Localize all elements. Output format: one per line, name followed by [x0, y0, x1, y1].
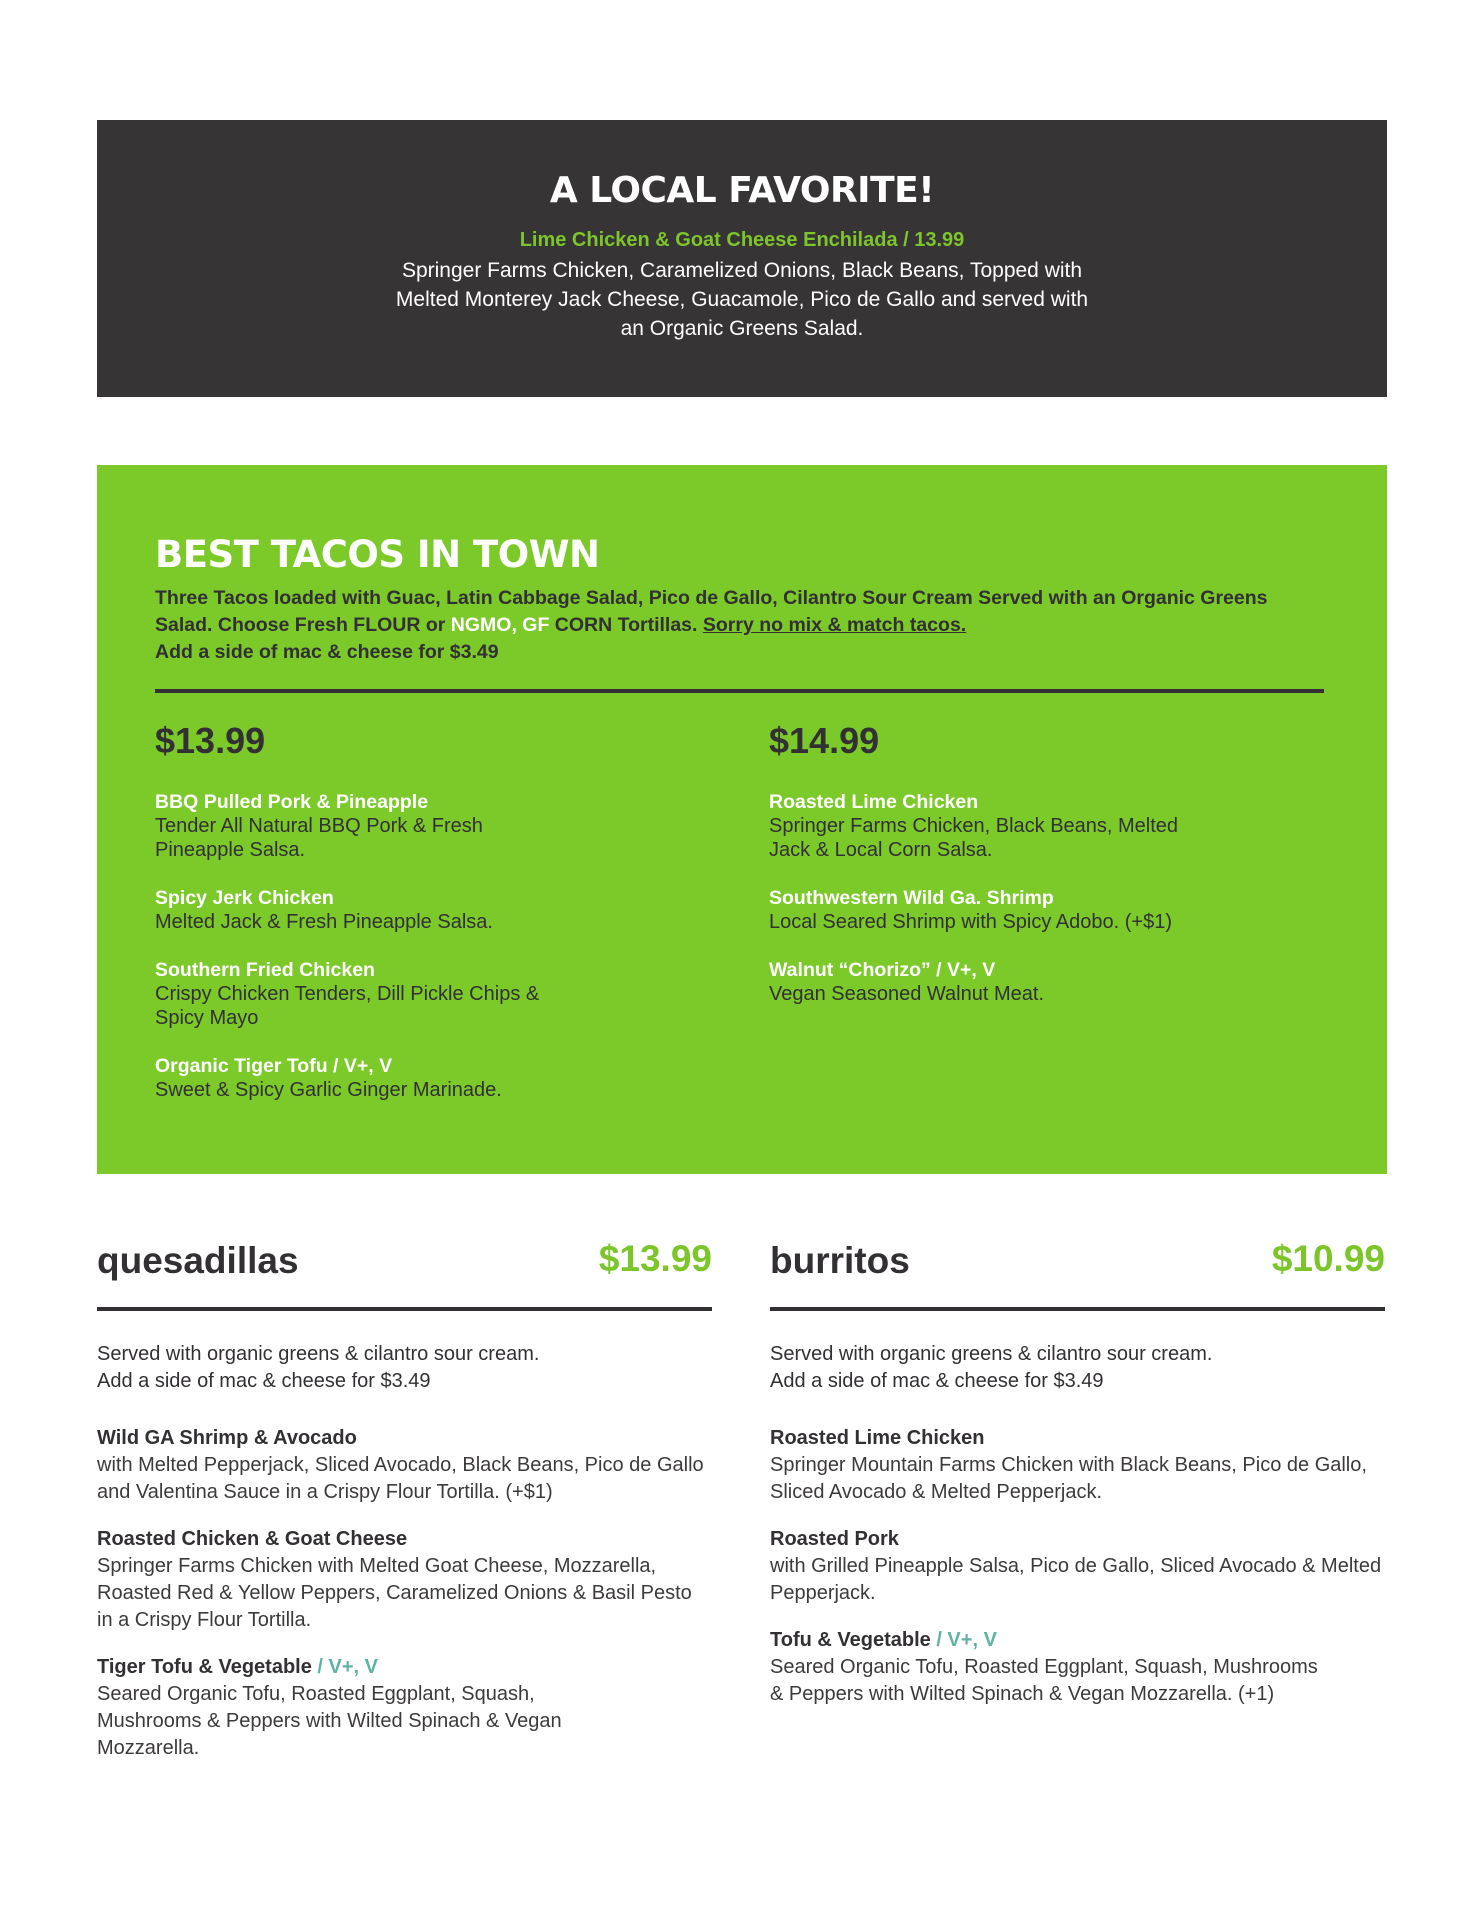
taco-item-name: Spicy Jerk Chicken: [155, 887, 334, 909]
taco-item-desc: Melted Jack & Fresh Pineapple Salsa.: [155, 911, 493, 933]
tacos-no-mix-note: Sorry no mix & match tacos.: [702, 614, 967, 636]
tacos-mac-cheese-note: Add a side of mac & cheese for $3.49: [155, 641, 499, 663]
taco-item: [769, 886, 1289, 934]
burrito-item: [770, 1526, 1385, 1607]
burrito-item: [770, 1425, 1385, 1506]
quesadillas-served-note: [97, 1341, 712, 1395]
quesadillas-header: [97, 1236, 712, 1307]
quesadilla-item: [97, 1425, 712, 1506]
tacos-column-right: [769, 720, 1289, 1030]
served-line: Add a side of mac & cheese for $3.49: [97, 1370, 431, 1392]
item-name-text: Tofu & Vegetable: [770, 1629, 931, 1651]
burritos-served-note: [770, 1341, 1385, 1395]
taco-item-desc: Tender All Natural BBQ Pork & Fresh Pineapple Salsa.: [155, 815, 483, 861]
burrito-item-name: [770, 1526, 1385, 1553]
quesadillas-title: quesadillas: [97, 1240, 299, 1281]
burrito-item-desc: Springer Mountain Farms Chicken with Black Beans, Pico de Gallo, Sliced Avocado & Melted Pepperjack.: [770, 1454, 1367, 1503]
tacos-column-left: [155, 720, 675, 1126]
taco-item: [155, 958, 675, 1030]
served-line: Add a side of mac & cheese for $3.49: [770, 1370, 1104, 1392]
item-name-text: Tiger Tofu & Vegetable: [97, 1656, 312, 1678]
taco-item-name: Organic Tiger Tofu / V+, V: [155, 1055, 393, 1077]
tacos-price-left: $13.99: [155, 720, 266, 761]
tacos-intro-text: Three Tacos loaded with Guac, Latin Cabbage Salad, Pico de Gallo, Cilantro Sour Cream Served with an Organic Greens Salad. Choose Fresh FLOUR or: [155, 587, 1268, 636]
taco-item-desc: Vegan Seasoned Walnut Meat.: [769, 983, 1044, 1005]
taco-item: [155, 790, 675, 862]
quesadilla-item-name: [97, 1526, 712, 1553]
burritos-divider: [770, 1307, 1385, 1311]
burritos-price: $10.99: [1271, 1238, 1385, 1279]
burrito-item-name: [770, 1425, 1385, 1452]
dietary-tag: / V+, V: [930, 1629, 997, 1651]
taco-item-desc: Sweet & Spicy Garlic Ginger Marinade.: [155, 1079, 502, 1101]
served-line: Served with organic greens & cilantro sour cream.: [770, 1343, 1213, 1365]
burritos-title: burritos: [770, 1240, 910, 1281]
item-name-text: Roasted Pork: [770, 1528, 899, 1550]
tacos-divider: [155, 689, 1324, 693]
quesadilla-item-name: [97, 1654, 712, 1681]
burritos-section: [770, 1236, 1385, 1728]
quesadilla-item: [97, 1526, 712, 1634]
taco-item: [769, 958, 1289, 1006]
taco-item: [155, 886, 675, 934]
taco-item-desc: Springer Farms Chicken, Black Beans, Melted Jack & Local Corn Salsa.: [769, 815, 1179, 861]
quesadillas-section: [97, 1236, 712, 1782]
burrito-item-desc: with Grilled Pineapple Salsa, Pico de Gallo, Sliced Avocado & Melted Pepperjack.: [770, 1555, 1382, 1604]
featured-title: A LOCAL FAVORITE!: [549, 170, 935, 211]
taco-item-name: Southern Fried Chicken: [155, 959, 375, 981]
burrito-item: [770, 1627, 1385, 1708]
taco-item-name: Southwestern Wild Ga. Shrimp: [769, 887, 1054, 909]
quesadilla-item-name: [97, 1425, 712, 1452]
served-line: Served with organic greens & cilantro sour cream.: [97, 1343, 540, 1365]
item-name-text: Roasted Chicken & Goat Cheese: [97, 1528, 408, 1550]
taco-item: [155, 1054, 675, 1102]
taco-item-name: BBQ Pulled Pork & Pineapple: [155, 791, 429, 813]
tacos-price-right: $14.99: [769, 720, 880, 761]
featured-box: [97, 120, 1387, 397]
tacos-box: [97, 465, 1387, 1174]
quesadilla-item-desc: Springer Farms Chicken with Melted Goat Cheese, Mozzarella, Roasted Red & Yellow Peppers, Caramelized Onions & Basil Pesto in a Crispy Flour Tortilla.: [97, 1555, 692, 1631]
tacos-intro-text-2: CORN Tortillas.: [549, 614, 703, 636]
item-name-text: Roasted Lime Chicken: [770, 1427, 985, 1449]
burrito-item-name: [770, 1627, 1385, 1654]
item-name-text: Wild GA Shrimp & Avocado: [97, 1427, 357, 1449]
tacos-intro-highlight: NGMO, GF: [450, 614, 550, 636]
featured-item-name: Lime Chicken & Goat Cheese Enchilada / 13.99: [519, 229, 965, 251]
taco-item-desc: Local Seared Shrimp with Spicy Adobo. (+$1): [769, 911, 1172, 933]
tacos-intro: [155, 585, 1305, 666]
quesadillas-price: $13.99: [598, 1238, 712, 1279]
quesadilla-item: [97, 1654, 712, 1762]
quesadillas-divider: [97, 1307, 712, 1311]
quesadilla-item-desc: Seared Organic Tofu, Roasted Eggplant, Squash, Mushrooms & Peppers with Wilted Spinach & Vegan Mozzarella.: [97, 1683, 562, 1759]
taco-item: [769, 790, 1289, 862]
taco-item-name: Roasted Lime Chicken: [769, 791, 979, 813]
dietary-tag: / V+, V: [311, 1656, 379, 1678]
tacos-title: BEST TACOS IN TOWN: [155, 533, 600, 576]
burritos-header: [770, 1236, 1385, 1307]
taco-item-desc: Crispy Chicken Tenders, Dill Pickle Chips & Spicy Mayo: [155, 983, 540, 1029]
taco-item-name: Walnut “Chorizo” / V+, V: [769, 959, 996, 981]
quesadilla-item-desc: with Melted Pepperjack, Sliced Avocado, Black Beans, Pico de Gallo and Valentina Sauce in a Crispy Flour Tortilla. (+$1): [97, 1454, 704, 1503]
burrito-item-desc: Seared Organic Tofu, Roasted Eggplant, Squash, Mushrooms & Peppers with Wilted Spinach & Vegan Mozzarella. (+1): [770, 1656, 1318, 1705]
featured-item-description: Springer Farms Chicken, Caramelized Onions, Black Beans, Topped with Melted Monterey Jack Cheese, Guacamole, Pico de Gallo and served with an Organic Greens Salad.: [395, 259, 1089, 340]
